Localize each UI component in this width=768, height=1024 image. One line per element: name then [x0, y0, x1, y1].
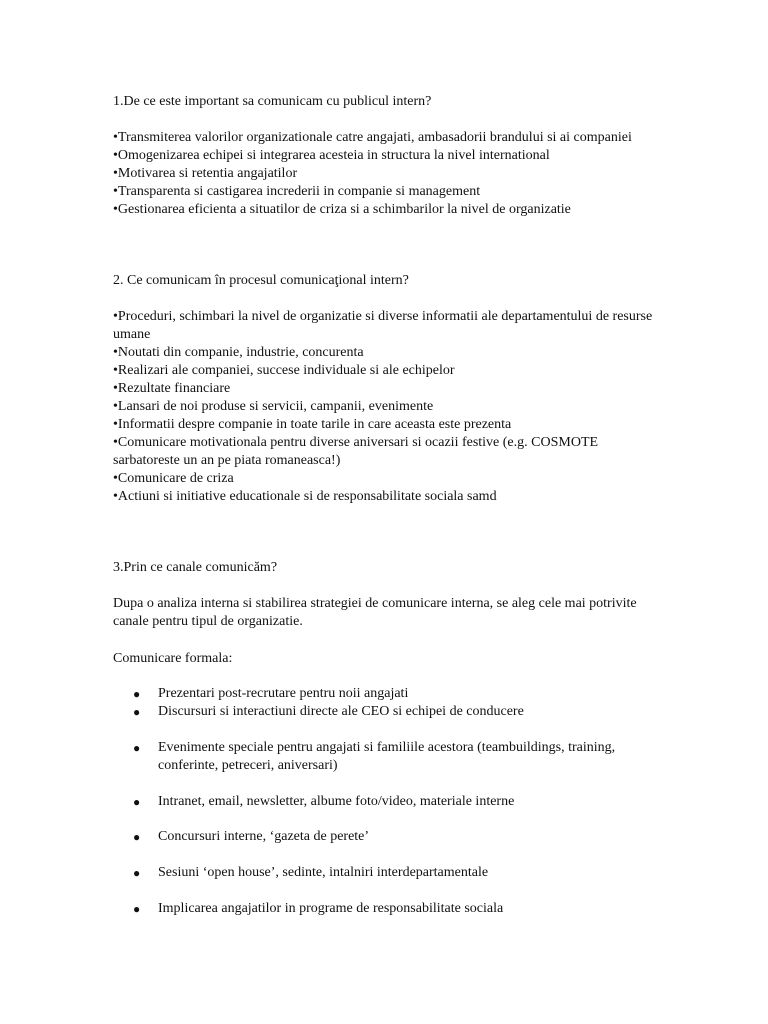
section-2-heading: 2. Ce comunicam în procesul comunicaţional intern?	[113, 273, 409, 288]
list-item	[113, 685, 653, 703]
bullet-icon: ●	[133, 795, 141, 809]
list-item: • Actiuni si initiative educationale si de responsabilitate sociala samd	[113, 488, 653, 506]
list-item: • Comunicare motivationala pentru diverse aniversari si ocazii festive (e.g. COSMOTE sarbatoreste un an pe piata romaneasca!)	[113, 434, 653, 470]
list-item: • Transmiterea valorilor organizationale catre angajati, ambasadorii brandului si ai companiei	[113, 129, 653, 147]
list-item	[113, 703, 653, 721]
list-item-text: Discursuri si interactiuni directe ale CEO si echipei de conducere	[158, 704, 524, 719]
list-item: • Lansari de noi produse si servicii, campanii, evenimente	[113, 398, 653, 416]
bullet-icon: ●	[133, 866, 141, 880]
list-item-text: Implicarea angajatilor in programe de responsabilitate sociala	[158, 901, 504, 916]
list-item: • Noutati din companie, industrie, concurenta	[113, 344, 653, 362]
list-item: • Realizari ale companiei, succese individuale si ale echipelor	[113, 362, 653, 380]
list-item: • Proceduri, schimbari la nivel de organizatie si diverse informatii ale departamentului de resurse umane	[113, 308, 653, 344]
bullet-icon: ●	[133, 705, 141, 719]
list-item: • Motivarea si retentia angajatilor	[113, 165, 653, 183]
section-1-heading: 1.De ce este important sa comunicam cu publicul intern?	[113, 94, 432, 109]
list-item	[113, 828, 653, 846]
bullet-icon: ●	[133, 830, 141, 844]
section-3-intro: Dupa o analiza interna si stabilirea strategiei de comunicare interna, se aleg cele mai potrivite canale pentru tipul de organizatie.	[113, 596, 637, 629]
formal-communication-subheading: Comunicare formala:	[113, 651, 233, 666]
list-item: • Omogenizarea echipei si integrarea acesteia in structura la nivel international	[113, 147, 653, 165]
list-item-text: Evenimente speciale pentru angajati si familiile acestora (teambuildings, training, conferinte, petreceri, aniversari)	[158, 740, 616, 773]
section-2-list	[113, 308, 653, 506]
list-item-text: Prezentari post-recrutare pentru noii angajati	[158, 686, 409, 701]
list-item-text: Intranet, email, newsletter, albume foto/video, materiale interne	[158, 794, 515, 809]
list-item	[113, 793, 653, 811]
bullet-icon: ●	[133, 902, 141, 916]
list-item: • Gestionarea eficienta a situatilor de criza si a schimbarilor la nivel de organizatie	[113, 201, 653, 219]
bullet-icon: ●	[133, 741, 141, 755]
list-item	[113, 739, 653, 775]
list-item-text: Concursuri interne, ‘gazeta de perete’	[158, 829, 370, 844]
list-item	[113, 864, 653, 882]
list-item	[113, 900, 653, 918]
section-1-list	[113, 129, 653, 219]
section-3-heading: 3.Prin ce canale comunicăm?	[113, 560, 278, 575]
list-item: • Rezultate financiare	[113, 380, 653, 398]
bullet-icon: ●	[133, 687, 141, 701]
list-item: • Comunicare de criza	[113, 470, 653, 488]
list-item: • Transparenta si castigarea increderii in companie si management	[113, 183, 653, 201]
list-item: • Informatii despre companie in toate tarile in care aceasta este prezenta	[113, 416, 653, 434]
list-item-text: Sesiuni ‘open house’, sedinte, intalniri interdepartamentale	[158, 865, 489, 880]
